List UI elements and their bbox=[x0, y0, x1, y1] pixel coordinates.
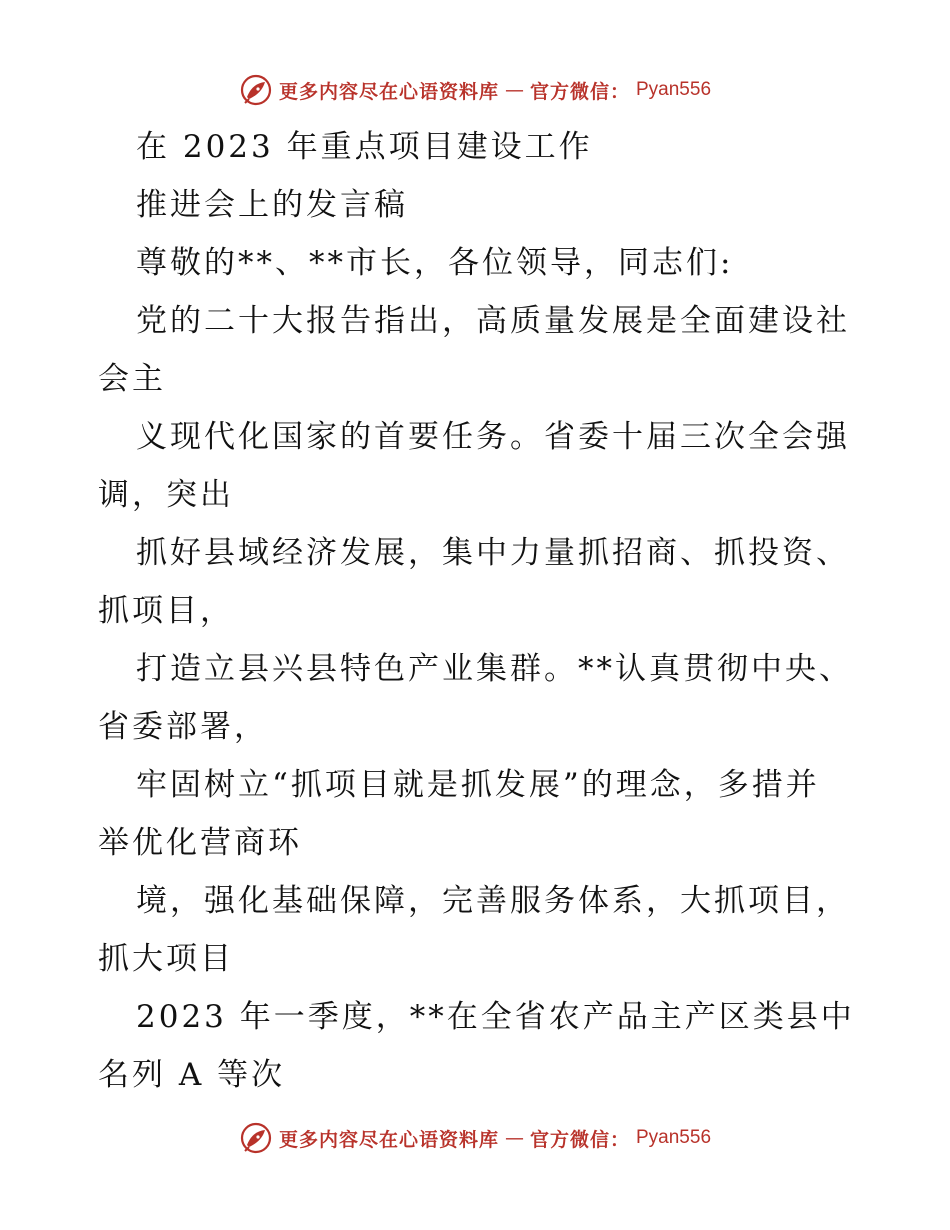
pen-nib-logo-icon bbox=[239, 1121, 273, 1155]
footer-banner bbox=[0, 1118, 950, 1158]
header-banner bbox=[0, 70, 950, 110]
body-line: 境，强化基础保障，完善服务体系，大抓项目， bbox=[136, 883, 850, 919]
title-line-1: 在 2023 年重点项目建设工作 bbox=[136, 129, 593, 165]
body-line: 2023 年一季度，**在全省农产品主产区类县中 bbox=[136, 999, 855, 1035]
banner-title: 更多内容尽在心语资料库 bbox=[278, 1128, 499, 1151]
body-line: 义现代化国家的首要任务。省委十届三次全会强 bbox=[136, 419, 850, 455]
body-line: 会主 bbox=[98, 361, 166, 397]
body-line: 抓大项目 bbox=[98, 941, 234, 977]
banner-wechat-id: Pyan556 bbox=[636, 1127, 712, 1148]
title-line-2: 推进会上的发言稿 bbox=[136, 187, 408, 223]
body-line: 省委部署， bbox=[98, 709, 268, 745]
body-line: 举优化营商环 bbox=[98, 825, 302, 861]
body-line: 打造立县兴县特色产业集群。**认真贯彻中央、 bbox=[136, 651, 853, 687]
banner-separator: — bbox=[504, 79, 524, 101]
document-body bbox=[98, 118, 858, 1104]
body-line: 抓好县域经济发展，集中力量抓招商、抓投资、 bbox=[136, 535, 850, 571]
body-line: 抓项目， bbox=[98, 593, 234, 629]
banner-wechat-id: Pyan556 bbox=[636, 79, 712, 100]
pen-nib-logo-icon bbox=[239, 73, 273, 107]
body-line: 牢固树立“抓项目就是抓发展”的理念，多措并 bbox=[136, 767, 820, 803]
banner-wechat-label: 官方微信： bbox=[529, 1128, 630, 1151]
body-line: 党的二十大报告指出，高质量发展是全面建设社 bbox=[136, 303, 850, 339]
salutation: 尊敬的**、**市长，各位领导，同志们: bbox=[136, 245, 734, 281]
banner-separator: — bbox=[504, 1127, 524, 1149]
banner-title: 更多内容尽在心语资料库 bbox=[278, 80, 499, 103]
body-line: 名列 A 等次 bbox=[98, 1057, 286, 1093]
banner-wechat-label: 官方微信： bbox=[529, 80, 630, 103]
body-line: 调，突出 bbox=[98, 477, 234, 513]
